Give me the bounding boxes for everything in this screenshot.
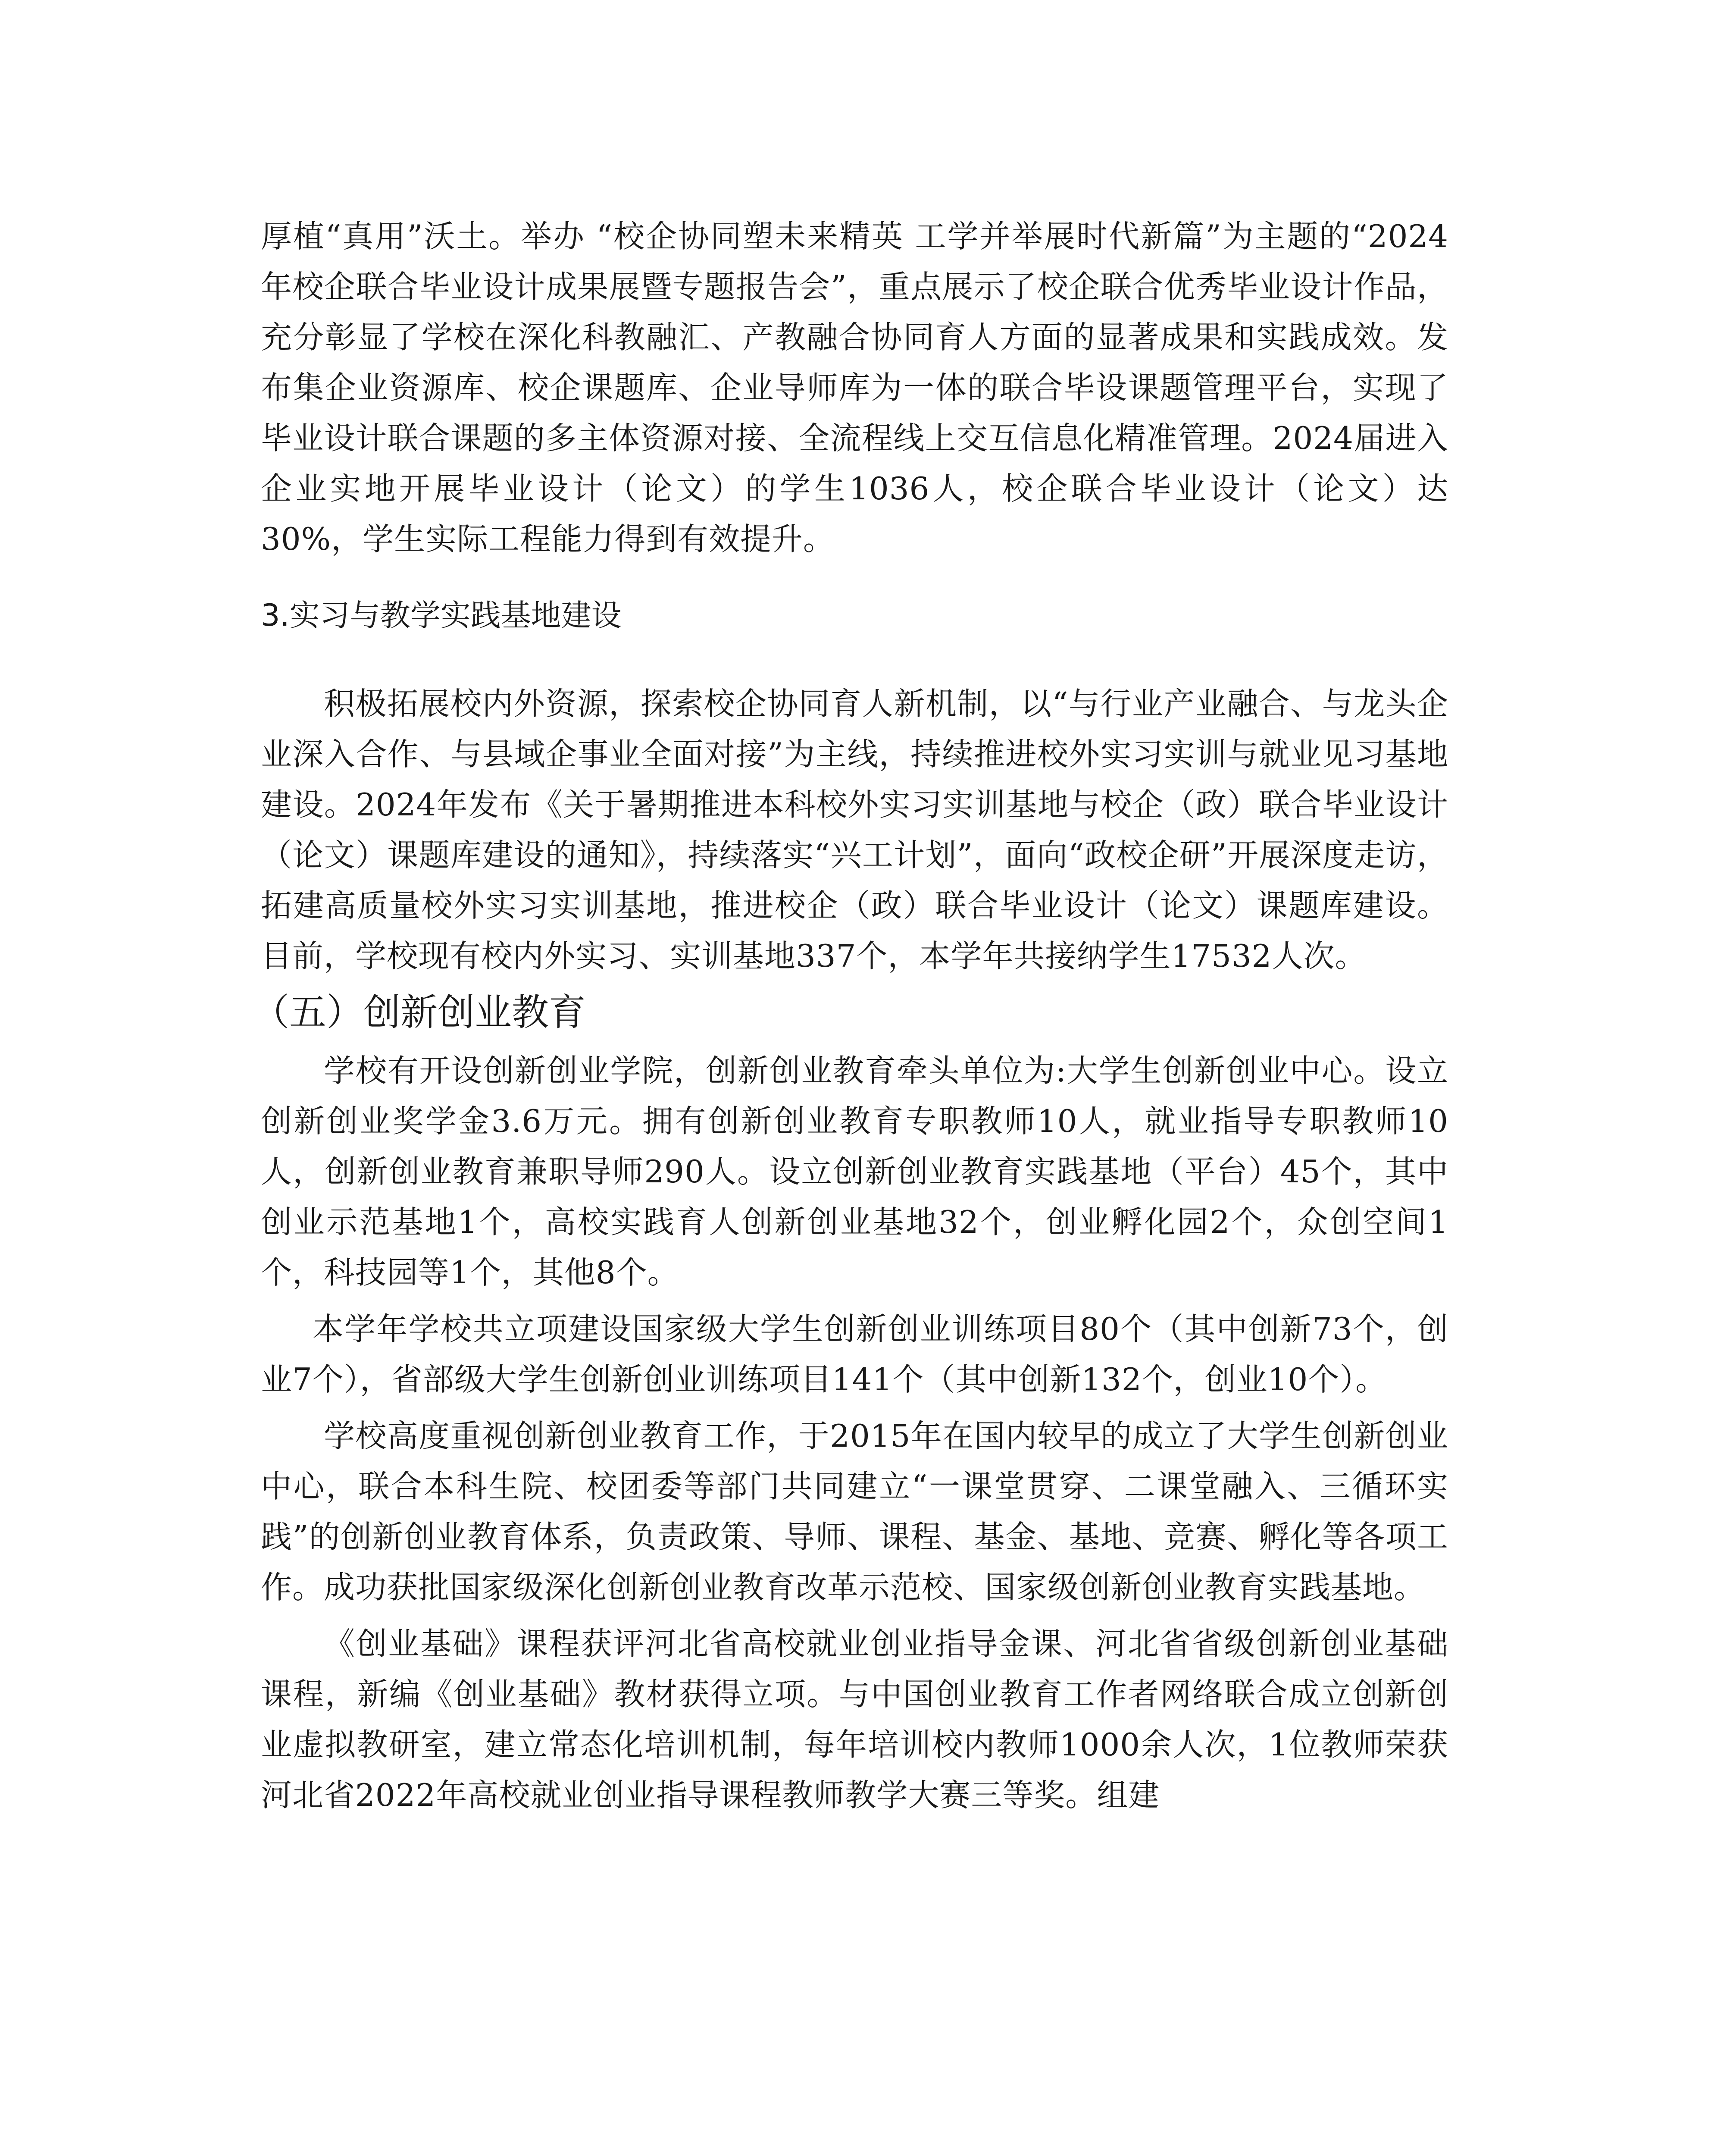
- section-title-innovation-education: （五）创新创业教育: [252, 991, 586, 1034]
- paragraph-entrepreneurship-course: 《创业基础》课程获评河北省高校就业创业指导金课、河北省省级创新创业基础课程，新编《创业基础》教材获得立项。与中国创业教育工作者网络联合成立创新创业虚拟教研室，建立常态化培训机制，每年培训校内教师1000余人次，1位教师荣获河北省2022年高校就业创业指导课程教师教学大赛三等奖。组建: [261, 1626, 1448, 1813]
- paragraph-innovation-college: 学校有开设创新创业学院，创新创业教育牵头单位为:大学生创新创业中心。设立创新创业奖学金3.6万元。拥有创新创业教育专职教师10人，就业指导专职教师10人，创新创业教育兼职导师290人。设立创新创业教育实践基地（平台）45个，其中创业示范基地1个，高校实践育人创新创业基地32个，创业孵化园2个，众创空间1个，科技园等1个，其他8个。: [261, 1053, 1448, 1291]
- paragraph-practice-bases: 积极拓展校内外资源，探索校企协同育人新机制，以“与行业产业融合、与龙头企业深入合作、与县域企事业全面对接”为主线，持续推进校外实习实训与就业见习基地建设。2024年发布《关于暑期推进本科校外实习实训基地与校企（政）联合毕业设计（论文）课题库建设的通知》，持续落实“兴工计划”，面向“政校企研”开展深度走访，拓建高质量校外实习实训基地，推进校企（政）联合毕业设计（论文）课题库建设。目前，学校现有校内外实习、实训基地337个，本学年共接纳学生17532人次。: [261, 686, 1448, 974]
- paragraph-joint-graduation-design: 厚植“真用”沃土。举办 “校企协同塑未来精英 工学并举展时代新篇”为主题的“2024年校企联合毕业设计成果展暨专题报告会”，重点展示了校企联合优秀毕业设计作品，充分彰显了学校在深化科教融汇、产教融合协同育人方面的显著成果和实践成效。发布集企业资源库、校企课题库、企业导师库为一体的联合毕设课题管理平台，实现了毕业设计联合课题的多主体资源对接、全流程线上交互信息化精准管理。2024届进入企业实地开展毕业设计（论文）的学生1036人，校企联合毕业设计（论文）达30%，学生实际工程能力得到有效提升。: [261, 218, 1448, 557]
- paragraph-innovation-center: 学校高度重视创新创业教育工作，于2015年在国内较早的成立了大学生创新创业中心，联合本科生院、校团委等部门共同建立“一课堂贯穿、二课堂融入、三循环实践”的创新创业教育体系，负责政策、导师、课程、基金、基地、竞赛、孵化等各项工作。成功获批国家级深化创新创业教育改革示范校、国家级创新创业教育实践基地。: [261, 1418, 1448, 1605]
- subheading-practice-bases: 3.实习与教学实践基地建设: [261, 598, 622, 633]
- paragraph-training-projects: 本学年学校共立项建设国家级大学生创新创业训练项目80个（其中创新73个，创业7个），省部级大学生创新创业训练项目141个（其中创新132个，创业10个）。: [261, 1311, 1448, 1398]
- page-content: [252, 211, 1448, 1821]
